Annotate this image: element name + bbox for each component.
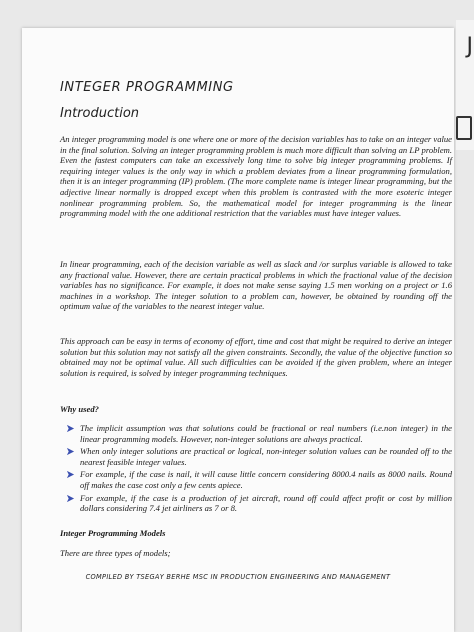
arrow-bullet-icon <box>66 494 75 503</box>
paragraph-approach: This approach can be easy in terms of economy of effort, time and cost that might be required to derive an integer solution but this solution may not satisfy all the given constraints. Secondly, the value of the objective function so obtained may not be optimal value. All such difficulties can be avoided if the given problem, where an integer solution is required, is solved by integer programming techniques. <box>60 336 452 378</box>
side-tab-glyph: J <box>466 34 473 59</box>
arrow-bullet-icon <box>66 447 75 456</box>
arrow-bullet-icon <box>66 424 75 433</box>
bullet-text: For example, if the case is nail, it will cause little concern considering 8000.4 nails as 8000 nails. Round off makes the case cost only a few cents apiece. <box>80 469 452 490</box>
bullet-text: The implicit assumption was that solutions could be fractional or real numbers (i.e.non integer) in the linear programming models. However, non-integer solutions are always practical. <box>80 423 452 444</box>
document-page <box>22 28 454 632</box>
section-heading: Introduction <box>60 106 140 121</box>
models-heading: Integer Programming Models <box>60 528 166 538</box>
list-item <box>66 493 452 514</box>
list-item <box>66 423 452 444</box>
arrow-bullet-icon <box>66 470 75 479</box>
paragraph-linear-programming: In linear programming, each of the decision variable as well as slack and /or surplus variable is allowed to take any fractional value. However, there are certain practical problems in which the fractional value of the decision variables has no significance. For example, it does not make sense saying 1.5 men working on a project or 1.6 machines in a workshop. The integer solution to a problem can, however, be obtained by rounding off the optimum value of the variables to the nearest integer value. <box>60 259 452 312</box>
paragraph-intro: An integer programming model is one where one or more of the decision variables has to take on an integer value in the final solution. Solving an integer programming problem is much more difficult than solving an LP problem. Even the fastest computers can take an excessively long time to solve big integer programming problems. If requiring integer values is the only way in which a problem deviates from a linear programming formulation, then it is an integer programming (IP) problem. (The more complete name is integer linear programming, but the adjective linear normally is dropped except when this problem is contrasted with the more esoteric integer nonlinear programming problem. So, the mathematical model for integer programming is the linear programming model with the one additional restriction that the variables must have integer values. <box>60 134 452 219</box>
why-used-heading: Why used? <box>60 404 99 414</box>
side-panel-tab[interactable] <box>456 20 474 150</box>
models-intro: There are three types of models; <box>60 548 171 558</box>
page-footer: COMPILED BY TSEGAY BERHE MSC IN PRODUCTION ENGINEERING AND MANAGEMENT <box>85 573 391 581</box>
document-icon[interactable] <box>456 116 472 140</box>
list-item <box>66 469 452 490</box>
why-used-list <box>66 423 452 516</box>
document-title: INTEGER PROGRAMMING <box>60 80 234 95</box>
bullet-text: For example, if the case is a production of jet aircraft, round off could affect profit or cost by million dollars considering 7.4 jet airliners as 7 or 8. <box>80 492 452 514</box>
bullet-text: When only integer solutions are practical or logical, non-integer solution values can be rounded off to the nearest feasible integer values. <box>80 446 452 467</box>
list-item <box>66 446 452 467</box>
